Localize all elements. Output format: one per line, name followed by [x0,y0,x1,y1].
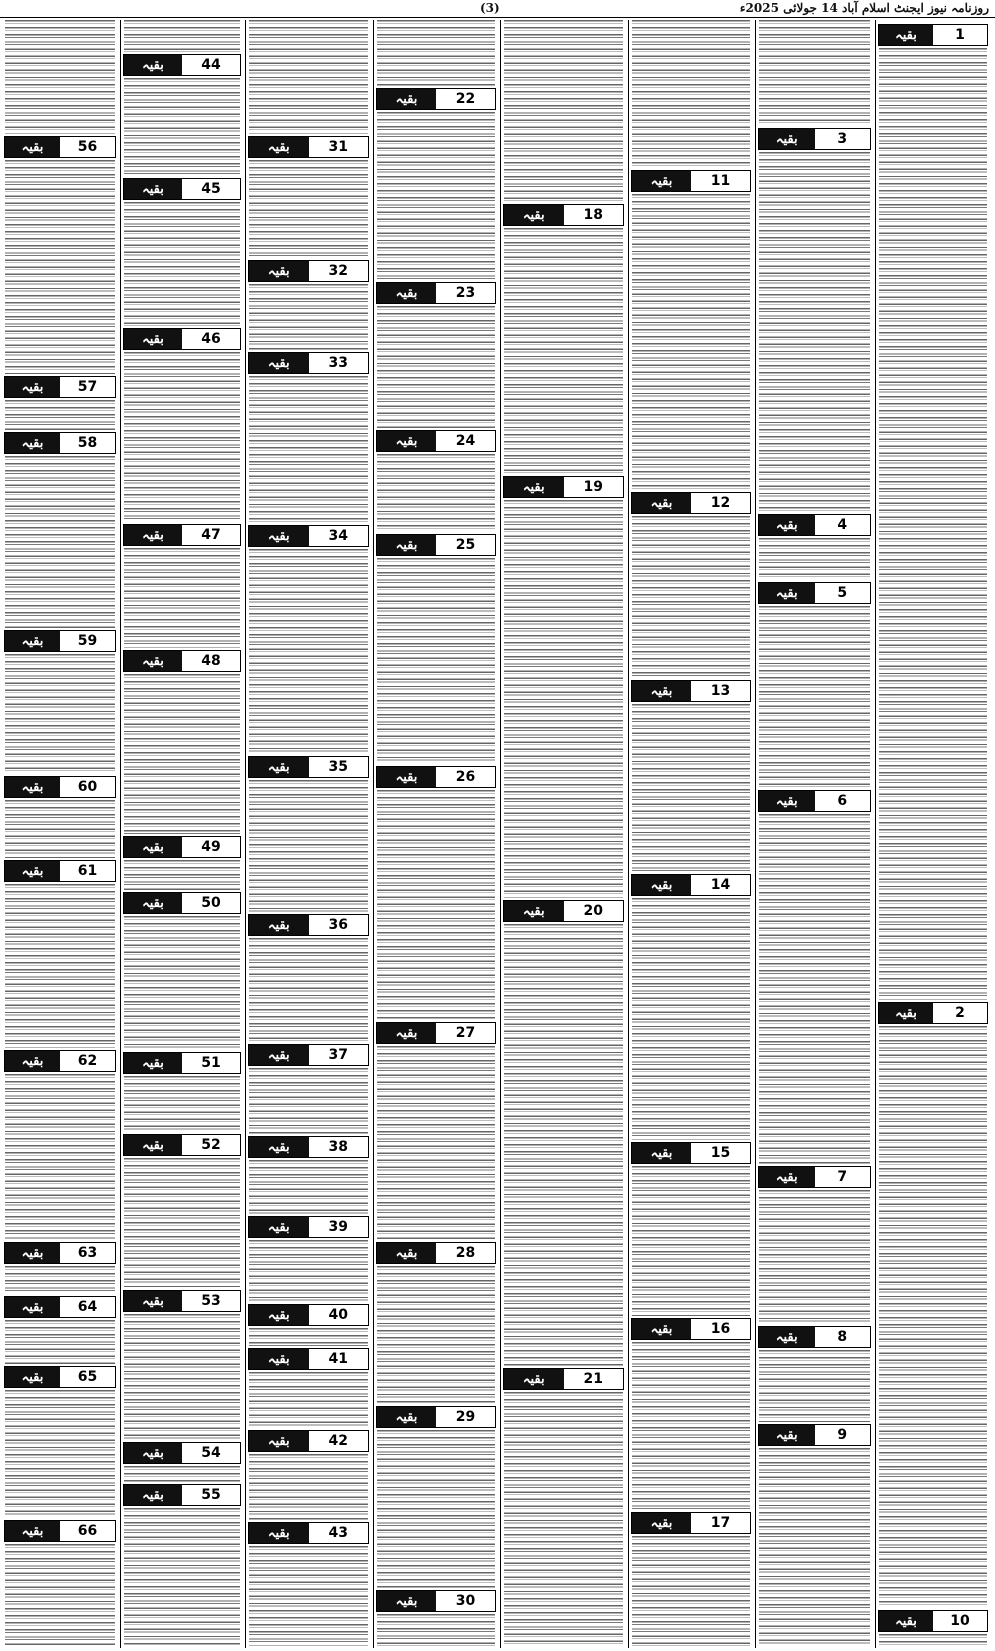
article-text-block [249,160,368,258]
article-text-block [124,548,240,648]
article-text-block [504,500,623,898]
page-number: (3) [480,1,500,15]
continuation-marker [376,534,496,556]
continuation-marker [631,492,751,514]
continuation-number: 65 [60,1367,115,1387]
continuation-label: بقیہ [249,757,309,777]
continuation-label: بقیہ [124,1291,182,1311]
continuation-number: 26 [436,767,495,787]
continuation-number: 21 [564,1369,624,1389]
continuation-label: بقیہ [124,1443,182,1463]
continuation-label: بقیہ [879,1611,933,1631]
continuation-label: بقیہ [249,261,309,281]
article-text-block [124,78,240,176]
article-text-block [5,400,115,430]
continuation-marker [248,914,369,936]
article-text-block [249,1546,368,1646]
continuation-label: بقیہ [5,137,60,157]
continuation-number: 1 [933,25,987,45]
continuation-marker [878,1002,988,1024]
continuation-label: بقیہ [377,1407,436,1427]
continuation-label: بقیہ [124,525,182,545]
continuation-number: 20 [564,901,624,921]
continuation-marker [248,352,369,374]
article-text-block [759,538,870,580]
continuation-label: بقیہ [249,137,309,157]
continuation-number: 36 [309,915,369,935]
article-text-block [879,1026,987,1608]
continuation-label: بقیہ [124,893,182,913]
continuation-label: بقیہ [504,1369,564,1389]
continuation-label: بقیہ [5,777,60,797]
continuation-number: 31 [309,137,369,157]
article-text-block [759,1190,870,1324]
continuation-marker [123,1484,241,1506]
article-text-block [632,1536,750,1646]
article-text-block [124,352,240,522]
article-text-block [632,704,750,872]
continuation-marker [123,1052,241,1074]
article-text-block [124,916,240,1050]
continuation-label: بقیہ [5,1521,60,1541]
continuation-number: 38 [309,1137,369,1157]
continuation-label: بقیہ [249,1137,309,1157]
continuation-number: 59 [60,631,115,651]
continuation-label: بقیہ [5,1297,60,1317]
article-text-block [5,800,115,858]
continuation-marker [4,1520,116,1542]
continuation-number: 35 [309,757,369,777]
news-column [245,20,371,1648]
continuation-number: 25 [436,535,495,555]
continuation-marker [123,650,241,672]
continuation-label: بقیہ [504,477,564,497]
article-text-block [249,20,368,134]
continuation-label: بقیہ [377,535,436,555]
continuation-number: 16 [691,1319,750,1339]
article-text-block [377,112,495,280]
news-column [875,20,990,1648]
article-text-block [5,456,115,628]
article-text-block [377,1614,495,1646]
continuation-marker [123,1442,241,1464]
continuation-number: 23 [436,283,495,303]
article-text-block [632,1342,750,1510]
article-text-block [377,790,495,1020]
article-text-block [124,1314,240,1440]
article-text-block [5,654,115,774]
continuation-number: 54 [182,1443,240,1463]
article-text-block [5,1266,115,1294]
continuation-number: 34 [309,526,369,546]
continuation-number: 28 [436,1243,495,1263]
continuation-marker [4,1050,116,1072]
continuation-label: بقیہ [249,1349,309,1369]
continuation-label: بقیہ [632,1513,691,1533]
continuation-label: بقیہ [632,493,691,513]
article-text-block [759,20,870,126]
article-text-block [124,202,240,326]
article-text-block [759,814,870,1164]
news-column [2,20,118,1648]
continuation-number: 32 [309,261,369,281]
continuation-number: 13 [691,681,750,701]
continuation-label: بقیہ [377,1243,436,1263]
continuation-label: بقیہ [632,1319,691,1339]
continuation-number: 19 [564,477,624,497]
continuation-marker [123,1290,241,1312]
continuation-number: 24 [436,431,495,451]
continuation-number: 17 [691,1513,750,1533]
continuation-marker [248,756,369,778]
continuation-number: 49 [182,837,240,857]
continuation-number: 2 [933,1003,987,1023]
article-text-block [632,20,750,168]
continuation-marker [123,836,241,858]
continuation-number: 43 [309,1523,369,1543]
continuation-label: بقیہ [124,1135,182,1155]
continuation-marker [248,1522,369,1544]
article-text-block [632,516,750,678]
continuation-label: بقیہ [124,329,182,349]
continuation-label: بقیہ [759,583,815,603]
continuation-marker [376,430,496,452]
article-text-block [759,1350,870,1422]
continuation-number: 29 [436,1407,495,1427]
continuation-marker [376,1242,496,1264]
continuation-number: 4 [815,515,871,535]
continuation-marker [4,376,116,398]
continuation-marker [248,1430,369,1452]
continuation-label: بقیہ [249,353,309,373]
continuation-number: 8 [815,1327,871,1347]
continuation-label: بقیہ [377,431,436,451]
continuation-number: 63 [60,1243,115,1263]
continuation-marker [4,630,116,652]
continuation-label: بقیہ [5,377,60,397]
continuation-label: بقیہ [632,1143,691,1163]
continuation-label: بقیہ [5,1367,60,1387]
continuation-marker [4,1366,116,1388]
continuation-number: 3 [815,129,871,149]
continuation-marker [248,1044,369,1066]
continuation-label: بقیہ [249,1045,309,1065]
continuation-number: 57 [60,377,115,397]
article-text-block [377,20,495,86]
continuation-marker [631,1512,751,1534]
continuation-label: بقیہ [504,205,564,225]
continuation-label: بقیہ [124,1053,182,1073]
continuation-marker [758,1424,871,1446]
article-text-block [124,1158,240,1288]
article-text-block [249,1328,368,1346]
continuation-number: 27 [436,1023,495,1043]
continuation-number: 41 [309,1349,369,1369]
continuation-label: بقیہ [377,89,436,109]
article-text-block [377,306,495,428]
article-text-block [124,1076,240,1132]
continuation-marker [248,1304,369,1326]
continuation-marker [503,476,624,498]
continuation-number: 52 [182,1135,240,1155]
continuation-number: 40 [309,1305,369,1325]
article-text-block [759,1448,870,1646]
article-text-block [249,1454,368,1520]
article-text-block [5,1544,115,1646]
continuation-marker [878,24,988,46]
continuation-label: بقیہ [759,1425,815,1445]
continuation-marker [376,1590,496,1612]
continuation-label: بقیہ [632,681,691,701]
article-text-block [504,1392,623,1646]
continuation-label: بقیہ [504,901,564,921]
article-text-block [377,1046,495,1240]
article-text-block [504,228,623,474]
continuation-number: 15 [691,1143,750,1163]
continuation-number: 46 [182,329,240,349]
continuation-label: بقیہ [249,1523,309,1543]
continuation-label: بقیہ [249,1305,309,1325]
continuation-marker [758,1326,871,1348]
continuation-marker [878,1610,988,1632]
article-text-block [504,20,623,202]
continuation-label: بقیہ [632,875,691,895]
article-text-block [249,1240,368,1302]
continuation-number: 14 [691,875,750,895]
continuation-marker [123,328,241,350]
continuation-label: بقیہ [377,1591,436,1611]
continuation-label: بقیہ [377,283,436,303]
continuation-marker [503,204,624,226]
article-text-block [759,152,870,512]
continuation-number: 6 [815,791,871,811]
continuation-label: بقیہ [759,791,815,811]
article-text-block [124,674,240,834]
article-text-block [124,1508,240,1646]
continuation-label: بقیہ [124,55,182,75]
news-column [373,20,498,1648]
continuation-label: بقیہ [5,861,60,881]
masthead [0,0,995,18]
continuation-number: 58 [60,433,115,453]
article-text-block [632,898,750,1140]
continuation-number: 39 [309,1217,369,1237]
continuation-label: بقیہ [249,915,309,935]
continuation-number: 64 [60,1297,115,1317]
newspaper-dateline: روزنامہ نیوز ایجنٹ اسلام آباد 14 جولائی 2025ء [739,1,989,15]
continuation-label: بقیہ [124,837,182,857]
article-text-block [879,48,987,1000]
continuation-marker [631,1142,751,1164]
continuation-marker [4,1242,116,1264]
continuation-marker [4,1296,116,1318]
article-text-block [377,1430,495,1588]
article-text-block [5,1074,115,1240]
continuation-number: 30 [436,1591,495,1611]
article-text-block [249,284,368,350]
continuation-marker [758,128,871,150]
continuation-marker [758,1166,871,1188]
continuation-marker [631,170,751,192]
continuation-label: بقیہ [632,171,691,191]
continuation-number: 33 [309,353,369,373]
article-text-block [249,938,368,1042]
continuation-number: 10 [933,1611,987,1631]
article-text-block [124,20,240,52]
article-text-block [249,1068,368,1134]
article-text-block [5,20,115,134]
continuation-number: 22 [436,89,495,109]
continuation-number: 11 [691,171,750,191]
continuation-marker [758,582,871,604]
continuation-number: 51 [182,1053,240,1073]
continuation-marker [248,525,369,547]
continuation-marker [758,790,871,812]
continuation-number: 66 [60,1521,115,1541]
continuation-marker [376,1022,496,1044]
article-text-block [632,1166,750,1316]
continuation-label: بقیہ [377,1023,436,1043]
continuation-number: 61 [60,861,115,881]
continuation-marker [4,776,116,798]
continuation-marker [248,260,369,282]
continuation-number: 45 [182,179,240,199]
continuation-marker [631,874,751,896]
continuation-label: بقیہ [879,1003,933,1023]
article-text-block [249,780,368,912]
article-text-block [759,606,870,788]
article-text-block [124,860,240,890]
continuation-marker [503,1368,624,1390]
continuation-marker [376,766,496,788]
continuation-marker [376,1406,496,1428]
article-text-block [504,924,623,1366]
continuation-number: 56 [60,137,115,157]
continuation-marker [248,1216,369,1238]
continuation-number: 55 [182,1485,240,1505]
article-text-block [5,1390,115,1518]
article-text-block [249,1160,368,1214]
continuation-marker [123,54,241,76]
continuation-marker [248,1136,369,1158]
article-text-block [249,376,368,523]
article-text-block [632,194,750,490]
continuation-label: بقیہ [124,651,182,671]
continuation-label: بقیہ [124,1485,182,1505]
continuation-marker [248,1348,369,1370]
continuation-label: بقیہ [249,1217,309,1237]
continuation-label: بقیہ [5,1243,60,1263]
news-column [628,20,753,1648]
continuation-number: 18 [564,205,624,225]
continuation-number: 60 [60,777,115,797]
continuation-number: 44 [182,55,240,75]
continuation-marker [376,282,496,304]
continuation-marker [503,900,624,922]
continuation-label: بقیہ [879,25,933,45]
continuation-marker [123,524,241,546]
continuation-marker [758,514,871,536]
continuation-number: 5 [815,583,871,603]
continuation-marker [4,860,116,882]
continuation-marker [248,136,369,158]
continuation-marker [123,892,241,914]
continuation-marker [376,88,496,110]
continuation-label: بقیہ [249,1431,309,1451]
continuation-marker [4,432,116,454]
news-column [120,20,243,1648]
continuation-number: 62 [60,1051,115,1071]
continuation-label: بقیہ [759,515,815,535]
continuation-number: 53 [182,1291,240,1311]
news-column [755,20,873,1648]
continuation-number: 42 [309,1431,369,1451]
article-text-block [5,884,115,1048]
article-text-block [249,549,368,754]
continuation-number: 9 [815,1425,871,1445]
continuation-label: بقیہ [759,129,815,149]
continuation-label: بقیہ [759,1167,815,1187]
continuation-number: 47 [182,525,240,545]
continuation-number: 7 [815,1167,871,1187]
continuation-number: 12 [691,493,750,513]
continuation-number: 50 [182,893,240,913]
continuation-label: بقیہ [5,433,60,453]
continuation-marker [123,1134,241,1156]
article-text-block [377,558,495,764]
continuation-label: بقیہ [5,631,60,651]
article-text-block [5,160,115,374]
continuation-label: بقیہ [377,767,436,787]
news-column [500,20,626,1648]
article-text-block [879,1634,987,1646]
continuation-marker [4,136,116,158]
continuation-number: 48 [182,651,240,671]
continuation-label: بقیہ [759,1327,815,1347]
article-text-block [5,1320,115,1364]
article-text-block [249,1372,368,1428]
article-text-block [124,1466,240,1482]
article-text-block [377,454,495,532]
continuation-label: بقیہ [124,179,182,199]
article-text-block [377,1266,495,1404]
continuation-marker [631,680,751,702]
continuation-marker [123,178,241,200]
continuation-number: 37 [309,1045,369,1065]
continuation-label: بقیہ [5,1051,60,1071]
continuation-marker [631,1318,751,1340]
continuation-label: بقیہ [249,526,309,546]
